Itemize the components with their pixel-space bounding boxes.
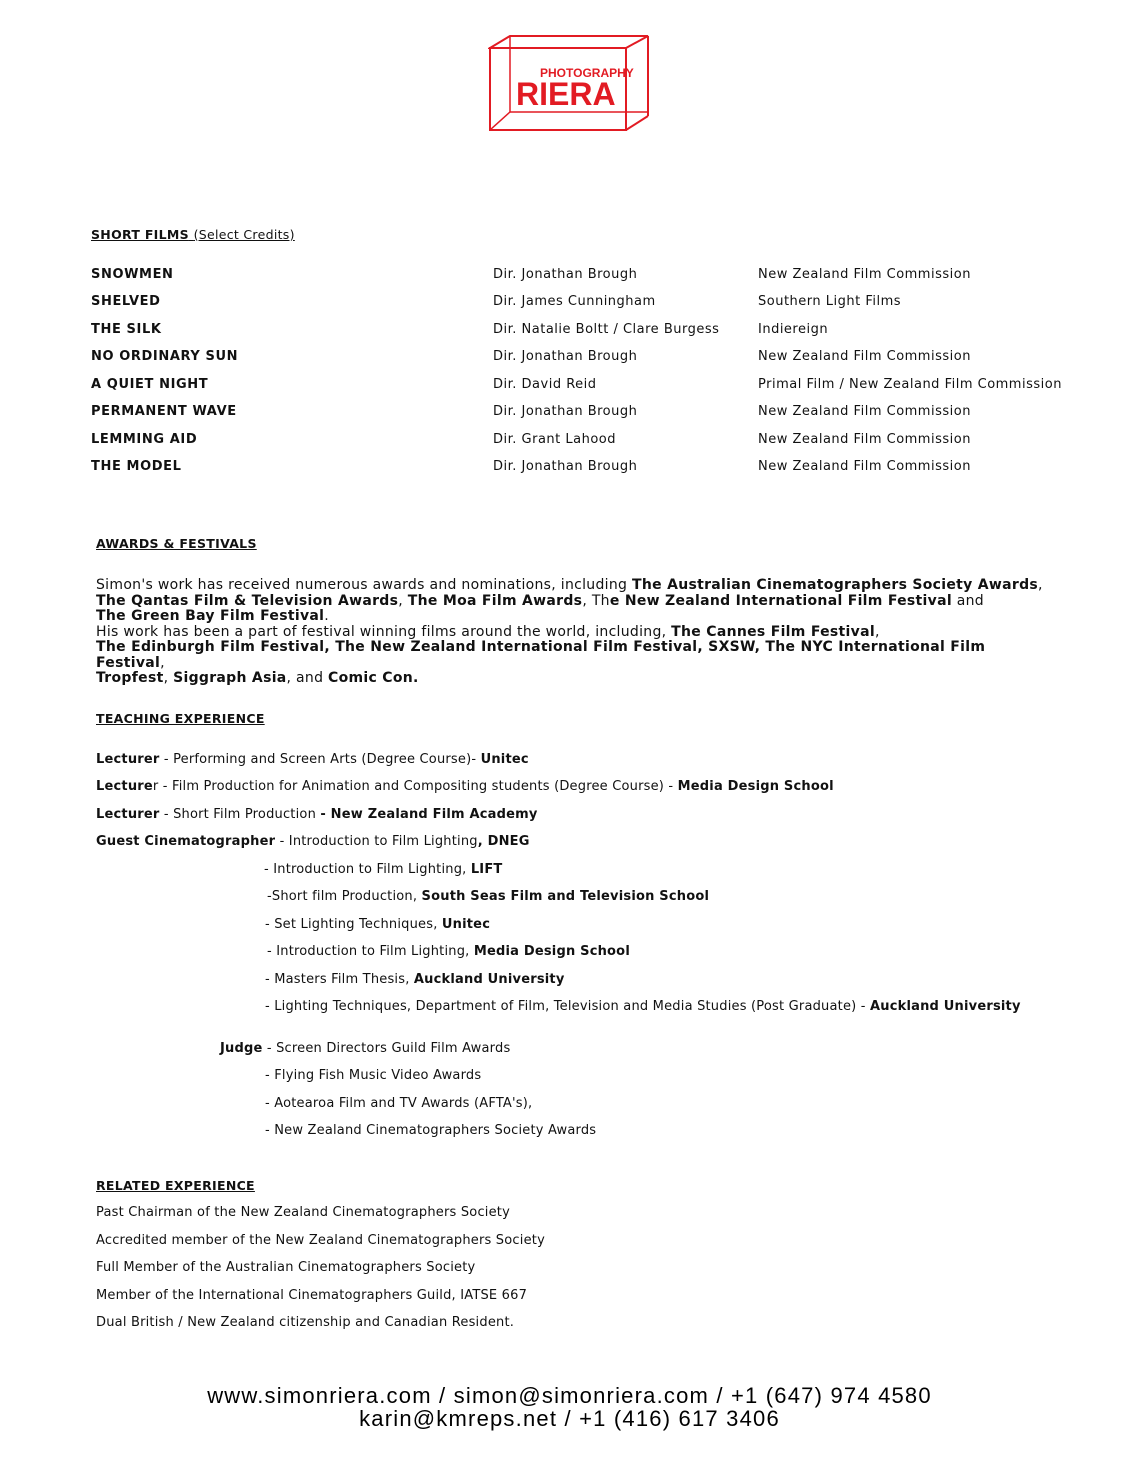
film-company: New Zealand Film Commission [758,432,971,447]
footer-contact-line-2: karin@kmreps.net / +1 (416) 617 3406 [359,1406,780,1431]
related-item: Past Chairman of the New Zealand Cinematographers Society [96,1205,510,1220]
awards-line-1: Simon's work has received numerous awards and nominations, including The Australian Cinematographers Society Awards, [96,577,1043,593]
film-title: SNOWMEN [91,267,174,282]
film-company: New Zealand Film Commission [758,267,971,282]
film-row [0,294,1139,314]
film-title: A QUIET NIGHT [91,377,209,392]
related-item: Member of the International Cinematographers Guild, IATSE 667 [96,1288,528,1303]
film-company: Indiereign [758,322,829,337]
teaching-line: -Short film Production, South Seas Film and Television School [267,889,710,904]
teaching-line: - Introduction to Film Lighting, Media Design School [267,944,630,959]
related-item: Dual British / New Zealand citizenship and Canadian Resident. [96,1315,515,1330]
short-films-subheading: (Select Credits) [193,227,295,242]
short-films-heading [91,227,295,242]
film-title: SHELVED [91,294,161,309]
teaching-line: - Set Lighting Techniques, Unitec [265,917,491,932]
awards-line-2: The Qantas Film & Television Awards, The Moa Film Awards, The New Zealand International Film Festival and [96,592,984,609]
teaching-heading: TEACHING EXPERIENCE [96,711,265,726]
film-director: Dir. Natalie Boltt / Clare Burgess [493,322,720,337]
film-director: Dir. Jonathan Brough [493,404,638,419]
logo-big-text: RIERA [516,76,616,112]
teaching-line: Guest Cinematographer - Introduction to Film Lighting, DNEG [96,834,530,849]
awards-line-4: His work has been a part of festival winning films around the world, including, The Cannes Film Festival, [96,623,880,640]
related-item: Full Member of the Australian Cinematographers Society [96,1260,476,1275]
film-row [0,432,1139,452]
teaching-line: Lecturer - Film Production for Animation and Compositing students (Degree Course) - Media Design School [96,779,834,794]
film-company: New Zealand Film Commission [758,349,971,364]
teaching-line: - Masters Film Thesis, Auckland University [265,972,565,987]
film-title: THE SILK [91,322,162,337]
film-row [0,349,1139,369]
film-director: Dir. David Reid [493,377,597,392]
film-title: LEMMING AID [91,432,198,447]
film-row [0,267,1139,287]
awards-paragraph [96,578,1056,687]
film-director: Dir. Grant Lahood [493,432,616,447]
film-row [0,322,1139,342]
awards-line-6: Tropfest, Siggraph Asia, and Comic Con. [96,670,419,686]
related-item: Accredited member of the New Zealand Cinematographers Society [96,1233,545,1248]
film-company: Primal Film / New Zealand Film Commission [758,377,1062,392]
judge-line: - Flying Fish Music Video Awards [265,1068,482,1083]
related-heading: RELATED EXPERIENCE [96,1178,255,1193]
teaching-line: - Lighting Techniques, Department of Film, Television and Media Studies (Post Graduate) - Auckland University [265,999,1021,1014]
teaching-line: Lecturer - Short Film Production - New Zealand Film Academy [96,807,538,822]
judge-line: - Aotearoa Film and TV Awards (AFTA's), [265,1096,533,1111]
teaching-line: - Introduction to Film Lighting, LIFT [264,862,503,877]
film-director: Dir. Jonathan Brough [493,267,638,282]
awards-line-3: The Green Bay Film Festival. [96,608,329,624]
film-title: NO ORDINARY SUN [91,349,239,364]
short-films-heading-text: SHORT FILMS [91,227,189,242]
film-row [0,377,1139,397]
film-title: THE MODEL [91,459,182,474]
judge-line: Judge - Screen Directors Guild Film Awards [220,1041,511,1056]
film-director: Dir. Jonathan Brough [493,459,638,474]
logo-small-text: PHOTOGRAPHY [540,66,634,80]
film-row [0,459,1139,479]
awards-heading: AWARDS & FESTIVALS [96,536,257,551]
teaching-line: Lecturer - Performing and Screen Arts (Degree Course)- Unitec [96,752,529,767]
film-director: Dir. James Cunningham [493,294,656,309]
film-company: New Zealand Film Commission [758,459,971,474]
awards-line-5: The Edinburgh Film Festival, The New Zealand International Film Festival, SXSW, The NYC International Film Festival, [96,639,986,671]
film-title: PERMANENT WAVE [91,404,237,419]
footer-contact-line-1: www.simonriera.com / simon@simonriera.com / +1 (647) 974 4580 [207,1383,932,1408]
film-director: Dir. Jonathan Brough [493,349,638,364]
film-company: Southern Light Films [758,294,902,309]
logo-top-face [490,36,648,48]
riera-photography-logo [488,34,650,132]
film-row [0,404,1139,424]
film-company: New Zealand Film Commission [758,404,971,419]
judge-line: - New Zealand Cinematographers Society Awards [265,1123,597,1138]
